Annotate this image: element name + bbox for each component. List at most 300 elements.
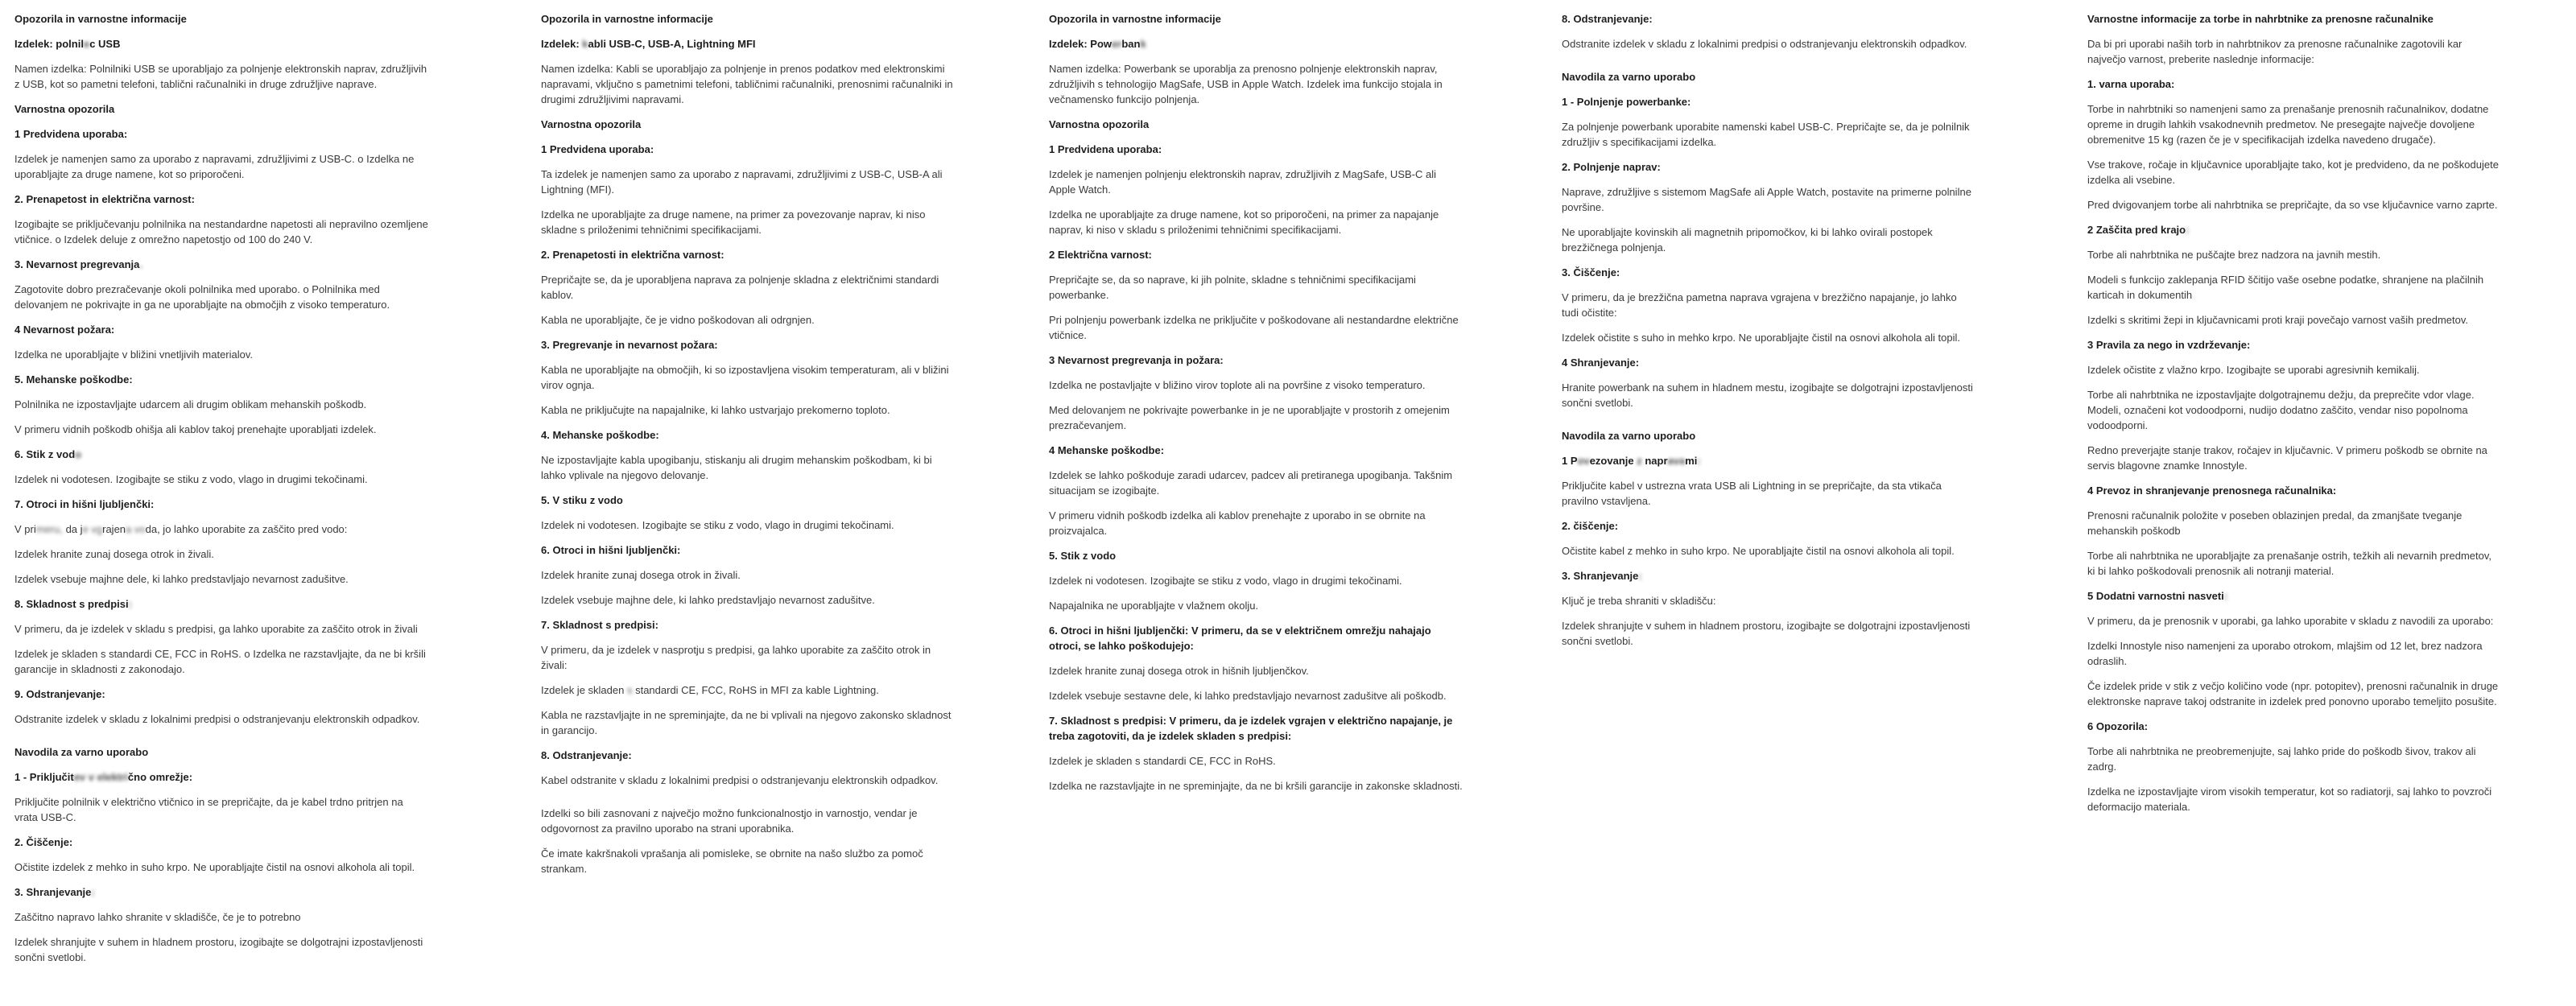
paragraph (14, 347, 428, 362)
text-run: 5. V stiku z vodo (541, 494, 623, 506)
text-run: Očistite izdelek z mehko in suho krpo. Ne uporabljajte čistil na osnovi alkohola ali topil. (14, 861, 415, 873)
text-run: Izdelek: (541, 38, 583, 50)
text-run: V primeru, da je izdelek v nasprotju s predpisi, ga lahko uporabite za zaščito otrok in živali: (541, 644, 931, 671)
text-run: Kabla ne priključujte na napajalnike, ki lahko ustvarjajo prekomerno toploto. (541, 404, 890, 416)
text-run: Izdelek je namenjen polnjenju elektronskih naprav, združljivih z MagSafe, USB-C ali Apple Watch. (1049, 168, 1436, 196)
paragraph (1562, 543, 1975, 559)
text-run: napr (1645, 455, 1668, 467)
text-run: 2. Čiščenje: (14, 836, 73, 848)
section-heading (14, 686, 428, 702)
text-run: 4 Mehanske poškodbe: (1049, 444, 1165, 456)
text-run: 8. Odstranjevanje: (1562, 13, 1653, 25)
text-run: 3. Nevarnost pregrevanja (14, 258, 140, 270)
paragraph (2087, 362, 2501, 377)
section-heading (14, 769, 428, 785)
section-heading (1049, 11, 1463, 27)
paragraph (541, 402, 955, 418)
text-run: 6. Stik z vod (14, 448, 76, 460)
blurred-text-run: ava (1667, 455, 1686, 467)
text-run: 2. Polnjenje naprav: (1562, 161, 1661, 173)
paragraph (541, 272, 955, 303)
section-heading (1562, 69, 1975, 85)
text-run: Navodila za varno uporabo (1562, 430, 1696, 442)
text-run: Očistite kabel z mehko in suho krpo. Ne uporabljajte čistil na osnovi alkohola ali topil. (1562, 545, 1955, 557)
text-run: Izdelek ni vodotesen. Izogibajte se stiku z vodo, vlago in drugimi tekočinami. (541, 519, 894, 531)
text-run: Izdelka ne uporabljajte za druge namene, na primer za povezovanje naprav, ki niso skladne s priloženimi tehničnimi specifikacijami. (541, 208, 926, 236)
paragraph (541, 707, 955, 738)
section-heading (14, 36, 428, 52)
paragraph (1049, 688, 1463, 703)
text-run: Izdelek vsebuje majhne dele, ki lahko predstavljajo nevarnost zadušitve. (541, 594, 875, 606)
text-run: Za polnjenje powerbank uporabite namenski kabel USB-C. Prepričajte se, da je polnilnik združljiv s specifikacijami izdelka. (1562, 121, 1970, 148)
section-heading (1562, 518, 1975, 534)
paragraph (2087, 678, 2501, 709)
blurred-text-run: : (91, 886, 95, 898)
paragraph (14, 571, 428, 587)
paragraph (2087, 36, 2501, 67)
paragraph (14, 934, 428, 965)
text-run: Vse trakove, ročaje in ključavnice uporabljajte tako, kot je predvideno, da ne poškodujete izdelka ali vsebine. (2087, 159, 2499, 186)
text-run: 8. Skladnost s predpisi (14, 598, 129, 610)
blurred-text-run: s (624, 684, 636, 696)
text-run: Ne uporabljajte kovinskih ali magnetnih pripomočkov, ki bi lahko ovirali postopek brezžičnega polnjenja. (1562, 226, 1933, 254)
section-heading (1049, 353, 1463, 368)
text-run: Namen izdelka: Polnilniki USB se uporabljajo za polnjenje elektronskih naprav, združljivih z USB, kot so pametni telefoni, tablični računalniki in druge združljive naprave. (14, 63, 427, 90)
paragraph (1049, 573, 1463, 588)
section-heading (14, 126, 428, 142)
paragraph (1049, 377, 1463, 393)
paragraph (14, 472, 428, 487)
section-heading (2087, 76, 2501, 92)
paragraph (14, 646, 428, 677)
text-run: Ta izdelek je namenjen samo za uporabo z napravami, združljivimi z USB-C, USB-A ali Lightning (MFI). (541, 168, 943, 196)
section-heading (14, 447, 428, 462)
paragraph (1049, 312, 1463, 343)
text-run: Varnostna opozorila (1049, 118, 1150, 130)
blurred-text-run: k (582, 38, 588, 50)
paragraph (541, 567, 955, 583)
text-run: 6 Opozorila: (2087, 720, 2149, 732)
section-heading (14, 372, 428, 387)
text-run: Varnostna opozorila (14, 103, 115, 115)
text-run: 3. Pregrevanje in nevarnost požara: (541, 339, 718, 351)
text-run: Opozorila in varnostne informacije (1049, 13, 1221, 25)
paragraph (1049, 207, 1463, 237)
section-heading (1562, 94, 1975, 109)
text-run: Izdelek shranjujte v suhem in hladnem prostoru, izogibajte se dolgotrajni izpostavljenosti sončni svetlobi. (14, 936, 423, 963)
text-run: Ne izpostavljajte kabla upogibanju, stiskanju ali drugim mehanskim poškodbam, ki bi lahko vplivale na njegovo delovanje. (541, 454, 932, 481)
paragraph (541, 517, 955, 533)
blurred-text-run: meru, (35, 523, 63, 535)
text-run: Izdelka ne uporabljajte za druge namene, kot so priporočeni, na primer za napajanje naprav, ki niso v skladu s priloženimi tehničnimi specifikacijami. (1049, 208, 1439, 236)
text-run: Izdelek se lahko poškoduje zaradi udarcev, padcev ali pretiranega upogibanja. Takšnim situacijam se izogibajte. (1049, 469, 1453, 497)
paragraph (14, 711, 428, 727)
text-run: 8. Odstranjevanje: (541, 749, 632, 761)
paragraph (1562, 119, 1975, 150)
section-heading (541, 337, 955, 353)
section-heading (1562, 355, 1975, 370)
section-heading (1049, 548, 1463, 563)
section-heading (2087, 483, 2501, 498)
section-heading (14, 596, 428, 612)
text-run: Opozorila in varnostne informacije (14, 13, 187, 25)
paragraph (2087, 613, 2501, 629)
text-run: Če imate kakršnakoli vprašanja ali pomisleke, se obrnite na našo službo za pomoč strankam. (541, 847, 923, 875)
text-run: 1 - Priključit (14, 771, 74, 783)
paragraph (2087, 548, 2501, 579)
text-run: Izdelka ne razstavljajte in ne spreminjajte, da ne bi kršili garancije in zakonske skladnosti. (1049, 780, 1463, 792)
text-run: Med delovanjem ne pokrivajte powerbanke in je ne uporabljajte v prostorih z omejenim prezračevanjem. (1049, 404, 1450, 431)
paragraph (14, 794, 428, 825)
blurred-text-run: : (1697, 455, 1701, 467)
section-heading (2087, 337, 2501, 353)
text-run: Kabla ne razstavljajte in ne spreminjajte, da ne bi vplivali na njegovo zakonsko skladnost in garancijo. (541, 709, 952, 736)
text-run: 3. Čiščenje: (1562, 266, 1620, 278)
text-run: Varnostna opozorila (541, 118, 642, 130)
text-run: Navodila za varno uporabo (1562, 71, 1696, 83)
text-run: Naprave, združljive s sistemom MagSafe ali Apple Watch, postavite na primerne polnilne površine. (1562, 186, 1971, 213)
section-heading (2087, 588, 2501, 604)
section-heading (1562, 11, 1975, 27)
paragraph (1049, 598, 1463, 613)
text-run: Izdelka ne uporabljajte v bližini vnetljivih materialov. (14, 348, 254, 361)
text-run: V pri (14, 523, 36, 535)
blurred-text-run: e vg (82, 523, 103, 535)
text-run: Da bi pri uporabi naših torb in nahrbtnikov za prenosne računalnike zagotovili kar največjo varnost, preberite naslednje informacije: (2087, 38, 2462, 65)
text-run: 5. Mehanske poškodbe: (14, 373, 133, 385)
text-run: mi (1685, 455, 1698, 467)
paragraph (2087, 784, 2501, 814)
text-run: Redno preverjajte stanje trakov, ročajev in ključavnic. V primeru poškodb se obrnite na servis blagovne znamke Innostyle. (2087, 444, 2487, 472)
text-run: 1 Predvidena uporaba: (14, 128, 128, 140)
text-run: Namen izdelka: Powerbank se uporablja za prenosno polnjenje elektronskih naprav, združljivih s tehnologijo MagSafe, USB in Apple Watch. Izdelek ima funkcijo stojala in večnamensko funkcijo polnjenja. (1049, 63, 1443, 105)
section-heading (1049, 117, 1463, 132)
paragraph (1562, 478, 1975, 509)
text-run: 9. Odstranjevanje: (14, 688, 105, 700)
text-run: Prepričajte se, da so naprave, ki jih polnite, skladne s tehničnimi specifikacijami powerbanke. (1049, 274, 1416, 301)
paragraph (1562, 380, 1975, 410)
text-run: Varnostne informacije za torbe in nahrbtnike za prenosne računalnike (2087, 13, 2434, 25)
paragraph (1049, 61, 1463, 107)
paragraph (541, 167, 955, 197)
section-heading (1049, 247, 1463, 262)
text-run: da, jo lahko uporabite za zaščito pred vodo: (145, 523, 348, 535)
text-run: 4 Prevoz in shranjevanje prenosnega računalnika: (2087, 484, 2337, 497)
section-heading (541, 427, 955, 443)
paragraph (1562, 330, 1975, 345)
paragraph (1562, 593, 1975, 608)
paragraph (2087, 508, 2501, 538)
paragraph (541, 452, 955, 483)
paragraph (1562, 184, 1975, 215)
paragraph (2087, 197, 2501, 212)
text-run: Prepričajte se, da je uporabljena naprava za polnjenje skladna z električnimi standardi kablov. (541, 274, 939, 301)
paragraph (14, 61, 428, 92)
section-heading (1049, 443, 1463, 458)
text-run: Namen izdelka: Kabli se uporabljajo za polnjenje in prenos podatkov med elektronskimi napravami, vključno s pametnimi telefoni, tabličnimi računalniki, prenosnimi računalniki in drugimi združljivimi napravami. (541, 63, 953, 105)
section-heading (541, 11, 955, 27)
text-run: Izdelek vsebuje majhne dele, ki lahko predstavljajo nevarnost zadušitve. (14, 573, 349, 585)
text-run: 2 Električna varnost: (1049, 249, 1152, 261)
section-heading (2087, 719, 2501, 734)
text-run: Torbe ali nahrbtnika ne izpostavljajte dolgotrajnemu dežju, da preprečite vdor vlage. Modeli, označeni kot vodoodporni, nudijo dodatno zaščito, vendar niso popolnoma vodoodporni. (2087, 389, 2475, 431)
text-run: Izdelek shranjujte v suhem in hladnem prostoru, izogibajte se dolgotrajni izpostavljenosti sončni svetlobi. (1562, 620, 1971, 647)
paragraph (2087, 101, 2501, 147)
text-run: Priključite kabel v ustrezna vrata USB ali Lightning in se prepričajte, da sta vtikača pravilno vstavljena. (1562, 480, 1942, 507)
paragraph (2087, 312, 2501, 328)
text-run: Opozorila in varnostne informacije (541, 13, 713, 25)
section-heading (1562, 159, 1975, 175)
text-run: 4 Nevarnost požara: (14, 324, 115, 336)
text-run: Modeli s funkcijo zaklepanja RFID ščitijo vaše osebne podatke, shranjene na plačilnih karticah in dokumentih (2087, 274, 2484, 301)
section-heading (2087, 222, 2501, 237)
text-run: standardi CE, FCC, RoHS in MFI za kable Lightning. (635, 684, 879, 696)
column-4 (1562, 11, 1975, 658)
text-run: Izdelek: polnil (14, 38, 84, 50)
text-run: 4. Mehanske poškodbe: (541, 429, 659, 441)
section-heading (541, 142, 955, 157)
paragraph (1049, 778, 1463, 794)
section-heading (2087, 11, 2501, 27)
text-run: V primeru vidnih poškodb izdelka ali kablov prenehajte z uporabo in se obrnite na proizvajalca. (1049, 509, 1426, 537)
text-run: Navodila za varno uporabo (14, 746, 149, 758)
paragraph (1049, 272, 1463, 303)
text-run: Kabla ne uporabljajte na območjih, ki so izpostavljena visokim temperaturam, ali v bližini virov ognja. (541, 364, 949, 391)
column-1 (14, 11, 428, 975)
paragraph (2087, 744, 2501, 774)
text-run: 3. Shranjevanje (14, 886, 92, 898)
paragraph (541, 362, 955, 393)
text-run: 1 Predvidena uporaba: (541, 143, 654, 155)
text-run: abli USB-C, USB-A, Lightning MFI (588, 38, 756, 50)
paragraph (541, 846, 955, 876)
paragraph (2087, 247, 2501, 262)
text-run: Izdelek hranite zunaj dosega otrok in živali. (541, 569, 741, 581)
text-run: čno omrežje: (127, 771, 193, 783)
blurred-text-run: z (1637, 455, 1645, 467)
text-run: Izogibajte se priključevanju polnilnika na nestandardne napetosti ali nepravilno ozemljene vtičnice. o Izdelek deluje z omrežno napetostjo od 100 do 240 V. (14, 218, 428, 245)
text-run: 1 - Polnjenje powerbanke: (1562, 96, 1691, 108)
text-run: Izdelek očistite s suho in mehko krpo. Ne uporabljajte čistil na osnovi alkohola ali topil. (1562, 332, 1960, 344)
paragraph (2087, 387, 2501, 433)
section-heading (14, 11, 428, 27)
text-run: Če izdelek pride v stik z večjo količino vode (npr. potopitev), prenosni računalnik in druge elektronske naprave takoj odstranite in izdelek pred ponovno uporabo temeljito posušite. (2087, 680, 2499, 707)
paragraph (541, 592, 955, 608)
section-heading (14, 835, 428, 850)
text-run: Izdelek ni vodotesen. Izogibajte se stiku z vodo, vlago in drugimi tekočinami. (1049, 575, 1402, 587)
section-heading (541, 617, 955, 633)
section-heading (541, 748, 955, 763)
column-3 (1049, 11, 1463, 803)
text-run: Kabel odstranite v skladu z lokalnimi predpisi o odstranjevanju elektronskih odpadkov. (541, 774, 939, 786)
paragraph (541, 312, 955, 328)
text-run: 5. Stik z vodo (1049, 550, 1117, 562)
text-run: 3 Nevarnost pregrevanja in požara: (1049, 354, 1224, 366)
paragraph (14, 522, 428, 537)
text-run: Odstranite izdelek v skladu z lokalnimi predpisi o odstranjevanju elektronskih odpadkov. (1562, 38, 1967, 50)
paragraph (2087, 272, 2501, 303)
paragraph (1562, 225, 1975, 255)
section-heading (541, 247, 955, 262)
section-heading (1562, 265, 1975, 280)
text-run: Zagotovite dobro prezračevanje okoli polnilnika med uporabo. o Polnilnika med delovanjem ne pokrivajte in ga ne uporabljajte na območjih z visoko temperaturo. (14, 283, 390, 311)
paragraph (541, 773, 955, 788)
paragraph (14, 546, 428, 562)
text-run: Izdelek: Pow (1049, 38, 1113, 50)
text-run: Torbe ali nahrbtnika ne uporabljajte za prenašanje ostrih, težkih ali nevarnih predmetov, ki bi lahko poškodovali prenosnik ali notranji material. (2087, 550, 2491, 577)
text-run: c USB (89, 38, 121, 50)
text-run: 7. Skladnost s predpisi: V primeru, da je izdelek vgrajen v električno napajanje, je treba zagotoviti, da je izdelek skladen s predpisi: (1049, 715, 1453, 742)
paragraph (1049, 663, 1463, 678)
paragraph (1562, 290, 1975, 320)
text-run: Izdelka ne postavljajte v bližino virov toplote ali na površine z visoko temperaturo. (1049, 379, 1426, 391)
text-run: Izdelek hranite zunaj dosega otrok in hišnih ljubljenčkov. (1049, 665, 1309, 677)
blurred-text-run: : (2186, 224, 2190, 236)
paragraph (541, 642, 955, 673)
text-run: V primeru, da je izdelek v skladu s predpisi, ga lahko uporabite za zaščito otrok in živali (14, 623, 418, 635)
paragraph (14, 621, 428, 637)
blurred-text-run: e (83, 38, 90, 50)
paragraph (541, 682, 955, 698)
section-heading (14, 257, 428, 272)
text-run: 2 Zaščita pred krajo (2087, 224, 2186, 236)
section-heading (1049, 36, 1463, 52)
text-run: ban (1121, 38, 1141, 50)
paragraph (1049, 508, 1463, 538)
paragraph (1049, 468, 1463, 498)
text-run: V primeru vidnih poškodb ohišja ali kablov takoj prenehajte uporabljati izdelek. (14, 423, 377, 435)
blurred-text-run: a vo (126, 523, 146, 535)
text-run: 2. Prenapetosti in električna varnost: (541, 249, 724, 261)
paragraph (1049, 402, 1463, 433)
text-run: 2. čiščenje: (1562, 520, 1619, 532)
paragraph (2087, 638, 2501, 669)
text-run: Prenosni računalnik položite v poseben oblazinjen predal, da zmanjšate tveganje mehanskih poškodb (2087, 509, 2462, 537)
text-run: da j (62, 523, 83, 535)
section-heading (14, 884, 428, 900)
paragraph (541, 61, 955, 107)
text-run: 7. Otroci in hišni ljubljenčki: (14, 498, 155, 510)
paragraph (14, 282, 428, 312)
text-run: 1 Predvidena uporaba: (1049, 143, 1162, 155)
text-run: Zaščitno napravo lahko shranite v skladišče, če je to potrebno (14, 911, 301, 923)
paragraph (14, 216, 428, 247)
text-run: Izdelek hranite zunaj dosega otrok in živali. (14, 548, 214, 560)
section-heading (541, 36, 955, 52)
text-run: 3. Shranjevanje (1562, 570, 1639, 582)
paragraph (541, 806, 955, 836)
paragraph (14, 909, 428, 925)
section-heading (541, 117, 955, 132)
text-run: Torbe ali nahrbtnika ne preobremenjujte, saj lahko pride do poškodb šivov, trakov ali zadrg. (2087, 745, 2476, 773)
blurred-text-run: . (2192, 289, 2195, 301)
text-run: Napajalnika ne uporabljajte v vlažnem okolju. (1049, 600, 1259, 612)
paragraph (14, 151, 428, 182)
text-run: Priključite polnilnik v električno vtičnico in se prepričajte, da je kabel trdno pritrjen na vrata USB-C. (14, 796, 403, 823)
text-run: Ključ je treba shraniti v skladišču: (1562, 595, 1716, 607)
section-heading (541, 493, 955, 508)
paragraph (2087, 157, 2501, 188)
paragraph (14, 422, 428, 437)
text-run: Pri polnjenju powerbank izdelka ne priključite v poškodovane ali nestandardne električne vtičnice. (1049, 314, 1459, 341)
blurred-text-run: : (2223, 590, 2228, 602)
paragraph (1049, 167, 1463, 197)
blurred-text-run: ov (1577, 455, 1590, 467)
blurred-text-run: er (1112, 38, 1122, 50)
section-heading (1049, 142, 1463, 157)
section-heading (14, 192, 428, 207)
text-run: Izdelek je skladen (541, 684, 625, 696)
text-run: 6. Otroci in hišni ljubljenčki: (541, 544, 681, 556)
text-run: Izdelki s skritimi žepi in ključavnicami proti kraji povečajo varnost vaših predmetov. (2087, 314, 2468, 326)
blurred-text-run: ev v elektri (73, 771, 128, 783)
text-run: Odstranite izdelek v skladu z lokalnimi predpisi o odstranjevanju elektronskih odpadkov. (14, 713, 420, 725)
text-run: Izdelki so bili zasnovani z največjo možno funkcionalnostjo in varnostjo, vendar je odgovornost za pravilno uporabo na strani uporabnika. (541, 807, 918, 835)
blurred-text-run: : (1638, 570, 1642, 582)
paragraph (14, 860, 428, 875)
text-run: Torbe ali nahrbtnika ne puščajte brez nadzora na javnih mestih. (2087, 249, 2381, 261)
section-heading (1562, 428, 1975, 443)
paragraph (541, 207, 955, 237)
text-run: Torbe in nahrbtniki so namenjeni samo za prenašanje prenosnih računalnikov, dodatne opreme in drugih lahkih vsakodnevnih predmetov. Ne presegajte največje dovoljene obremenitve 15 kg (razen če je v specifikacijah izdelka navedeno drugače). (2087, 103, 2489, 146)
section-heading (1562, 568, 1975, 583)
section-heading (541, 542, 955, 558)
section-heading (14, 497, 428, 512)
blurred-text-run: . (139, 258, 142, 270)
section-heading (14, 322, 428, 337)
column-5 (2087, 11, 2501, 824)
section-heading (1049, 713, 1463, 744)
blurred-text-run: o (75, 448, 82, 460)
text-run: Izdelek vsebuje sestavne dele, ki lahko predstavljajo nevarnost zadušitve ali poškodb. (1049, 690, 1447, 702)
blurred-text-run: : (128, 598, 132, 610)
text-run: 6. Otroci in hišni ljubljenčki: V primeru, da se v električnem omrežju nahajajo otroci, se lahko poškodujejo: (1049, 625, 1431, 652)
text-run: 1 P (1562, 455, 1578, 467)
blurred-text-run: k (1140, 38, 1146, 50)
text-run: Izdelki Innostyle niso namenjeni za uporabo otrokom, mlajšim od 12 let, brez nadzora odraslih. (2087, 640, 2483, 667)
paragraph (1562, 618, 1975, 649)
text-run: Izdelek je skladen s standardi CE, FCC in RoHS. o Izdelka ne razstavljajte, da ne bi kršili garancije in skladnosti z zakonodajo. (14, 648, 426, 675)
text-run: 7. Skladnost s predpisi: (541, 619, 658, 631)
text-run: Izdelek očistite z vlažno krpo. Izogibajte se uporabi agresivnih kemikalij. (2087, 364, 2420, 376)
section-heading (14, 101, 428, 117)
text-run: V primeru, da je brezžična pametna naprava vgrajena v brezžično napajanje, jo lahko tudi očistite: (1562, 291, 1957, 319)
text-run: Izdelek ni vodotesen. Izogibajte se stiku z vodo, vlago in drugimi tekočinami. (14, 473, 368, 485)
text-run: 4 Shranjevanje: (1562, 357, 1640, 369)
text-run: Pred dvigovanjem torbe ali nahrbtnika se prepričajte, da so vse ključavnice varno zaprte. (2087, 199, 2498, 211)
section-heading (1049, 623, 1463, 653)
section-heading (1562, 453, 1975, 468)
text-run: 2. Prenapetost in električna varnost: (14, 193, 195, 205)
text-run: 1. varna uporaba: (2087, 78, 2175, 90)
text-run: Izdelka ne izpostavljajte virom visokih temperatur, kot so radiatorji, saj lahko to povzroči deformacijo materiala. (2087, 785, 2492, 813)
text-run: Izdelek je skladen s standardi CE, FCC in RoHS. (1049, 755, 1276, 767)
text-run: 3 Pravila za nego in vzdrževanje: (2087, 339, 2251, 351)
text-run: Kabla ne uporabljajte, če je vidno poškodovan ali odrgnjen. (541, 314, 815, 326)
text-run: rajen (102, 523, 126, 535)
text-run: Izdelek je namenjen samo za uporabo z napravami, združljivimi z USB-C. o Izdelka ne uporabljajte za druge namene, kot so priporočeni. (14, 153, 415, 180)
section-heading (14, 744, 428, 760)
text-run: Polnilnika ne izpostavljajte udarcem ali drugim oblikam mehanskih poškodb. (14, 398, 367, 410)
text-run: V primeru, da je prenosnik v uporabi, ga lahko uporabite v skladu z navodili za uporabo: (2087, 615, 2494, 627)
column-2 (541, 11, 955, 886)
paragraph (14, 397, 428, 412)
text-run: 5 Dodatni varnostni nasveti (2087, 590, 2224, 602)
text-run: ezovanje (1589, 455, 1637, 467)
paragraph (2087, 443, 2501, 473)
text-run: Hranite powerbank na suhem in hladnem mestu, izogibajte se dolgotrajni izpostavljenosti sončni svetlobi. (1562, 381, 1973, 409)
paragraph (1049, 753, 1463, 769)
